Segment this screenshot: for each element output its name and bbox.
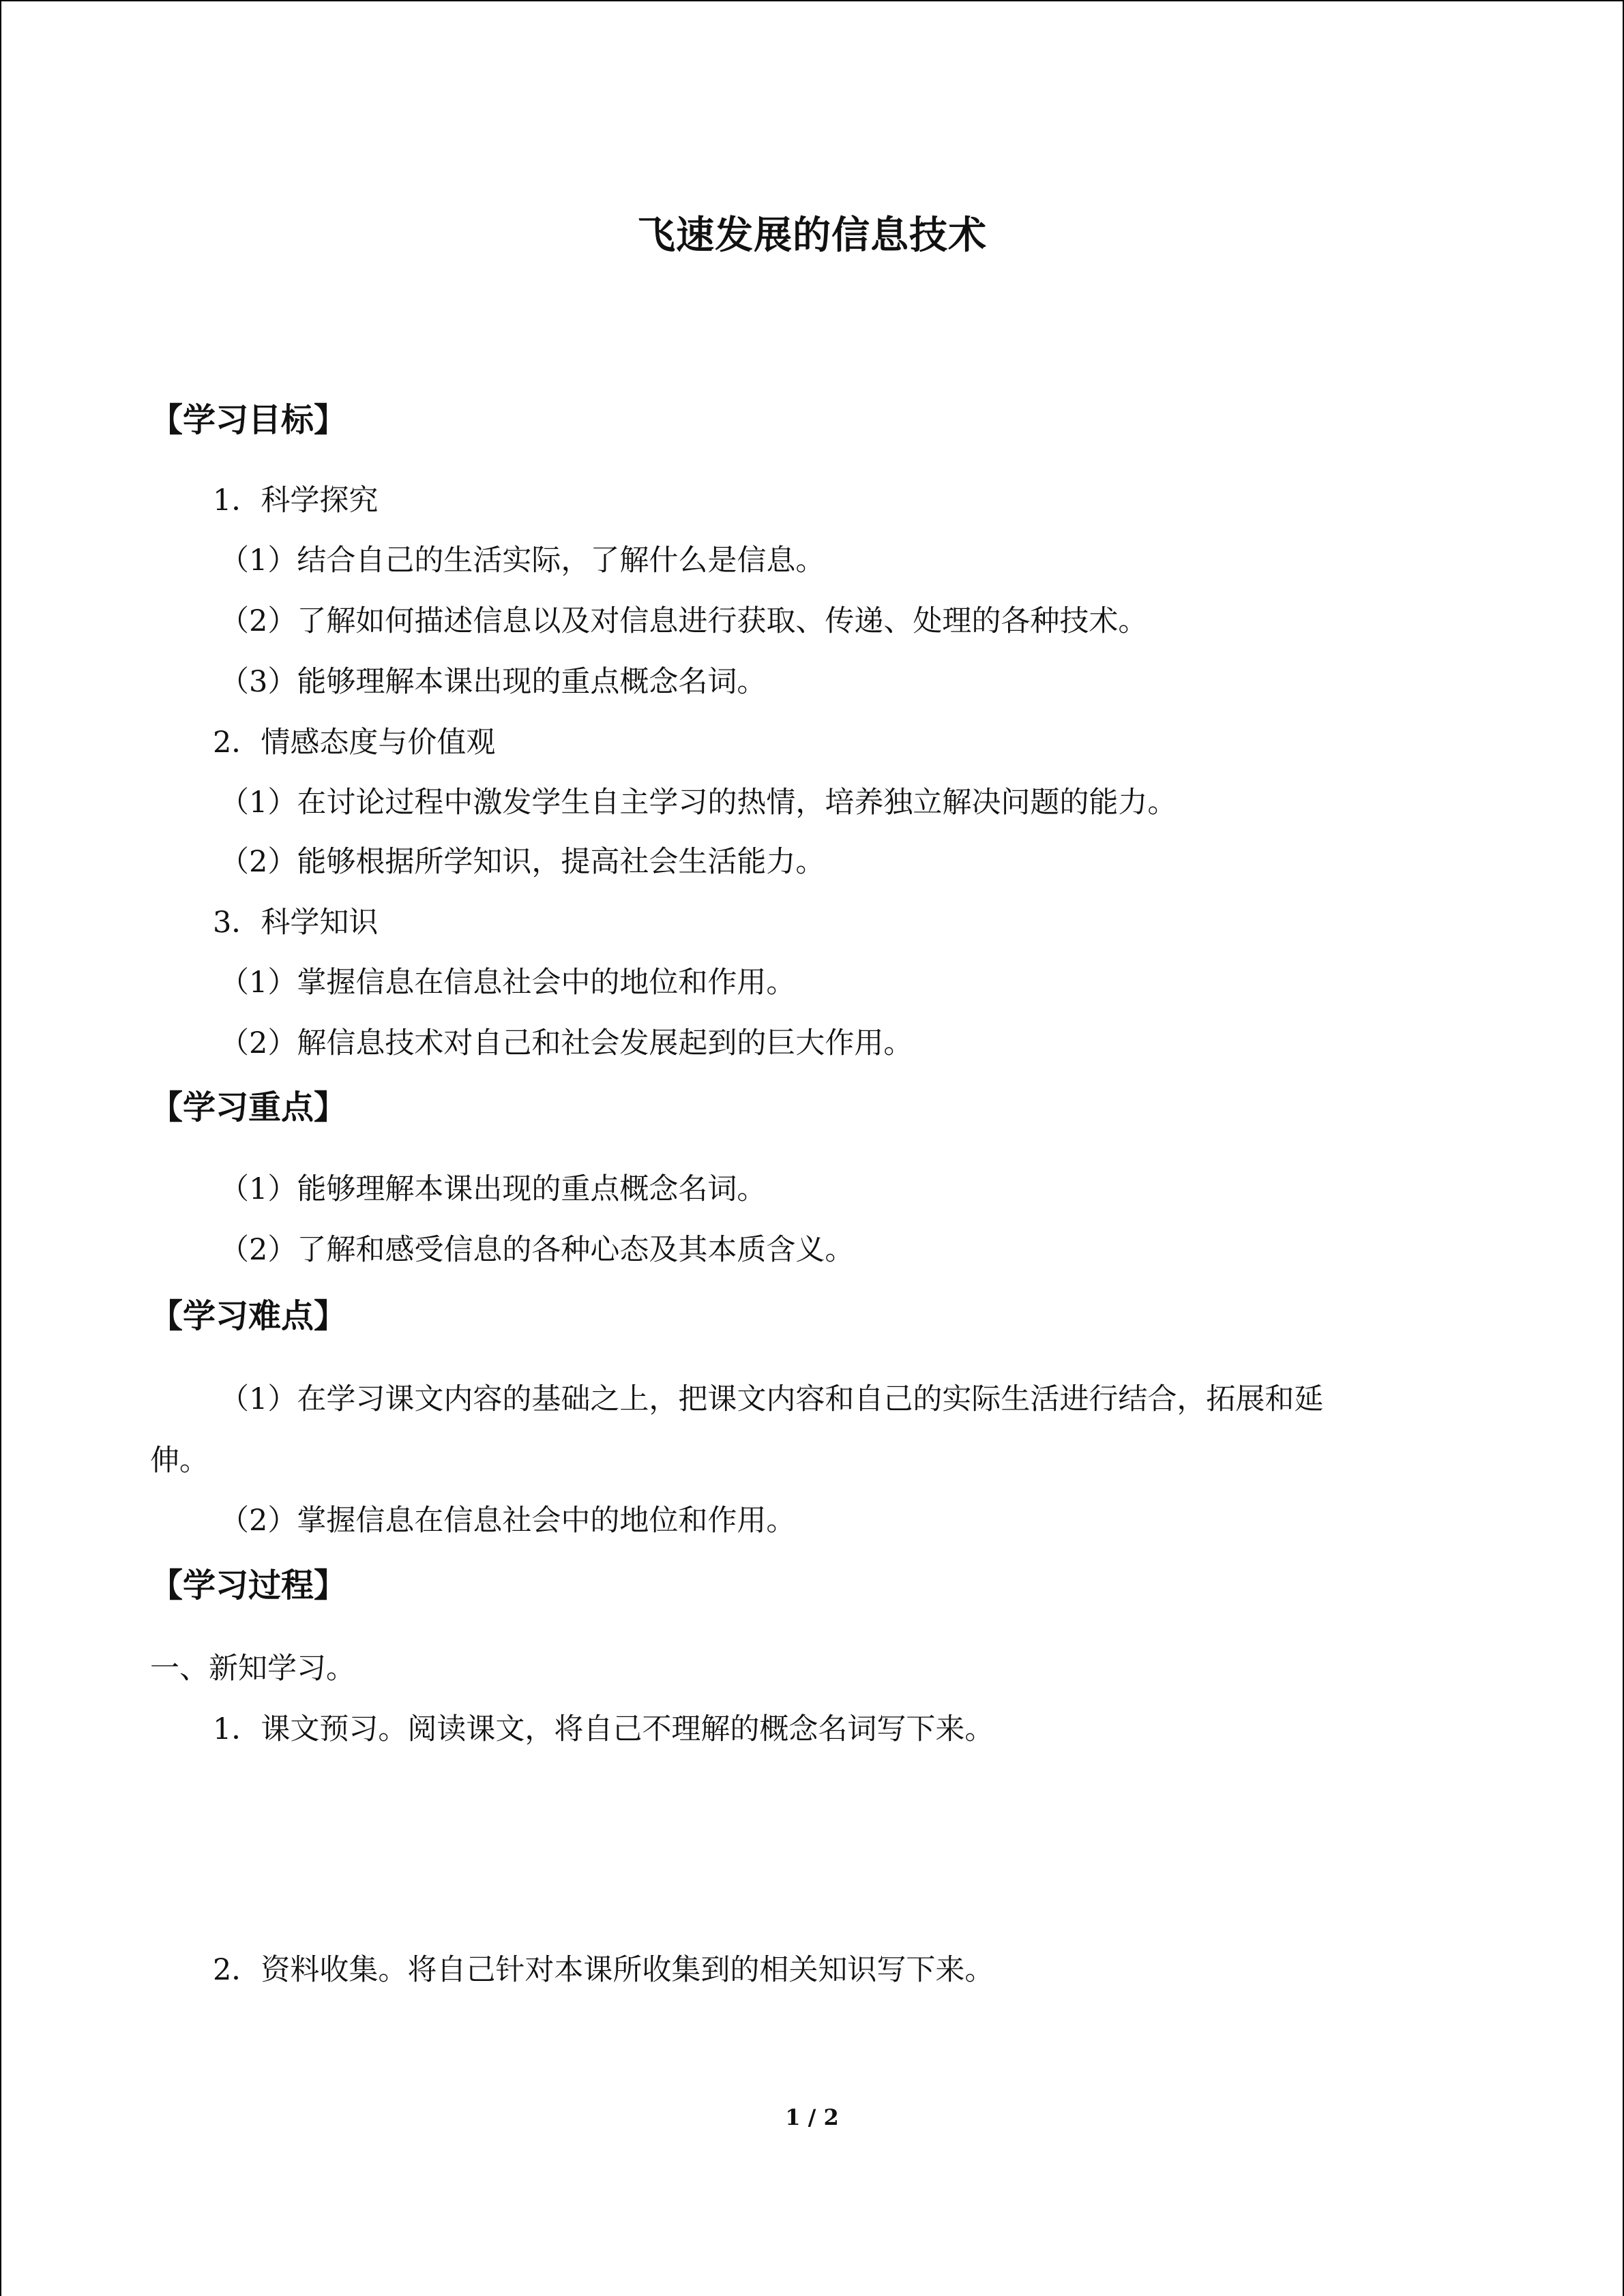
objective-item: 3．科学知识 xyxy=(213,906,379,940)
section-heading-difficulties: 【学习难点】 xyxy=(150,1297,347,1335)
objective-item: 1．科学探究 xyxy=(213,483,379,518)
difficulty-item: （1）在学习课文内容的基础之上，把课文内容和自己的实际生活进行结合，拓展和延 xyxy=(220,1382,1324,1416)
objective-item: （2）了解如何描述信息以及对信息进行获取、传递、处理的各种技术。 xyxy=(220,604,1148,638)
objective-item: （1）结合自己的生活实际，了解什么是信息。 xyxy=(220,543,825,578)
objective-item: （1）在讨论过程中激发学生自主学习的热情，培养独立解决问题的能力。 xyxy=(220,786,1177,820)
objective-item: （1）掌握信息在信息社会中的地位和作用。 xyxy=(220,966,796,1000)
objective-item: （2）解信息技术对自己和社会发展起到的巨大作用。 xyxy=(220,1026,913,1060)
section-heading-process: 【学习过程】 xyxy=(150,1566,347,1605)
objective-item: 2．情感态度与价值观 xyxy=(213,726,496,760)
process-item: 1．课文预习。阅读课文，将自己不理解的概念名词写下来。 xyxy=(213,1712,994,1746)
page-number: 1 / 2 xyxy=(785,2104,839,2130)
section-heading-key-points: 【学习重点】 xyxy=(150,1088,347,1127)
difficulty-item-continuation: 伸。 xyxy=(150,1444,209,1478)
page-title: 飞速发展的信息技术 xyxy=(637,213,987,258)
section-heading-objectives: 【学习目标】 xyxy=(150,401,347,439)
difficulty-item: （2）掌握信息在信息社会中的地位和作用。 xyxy=(220,1504,796,1538)
objective-item: （3）能够理解本课出现的重点概念名词。 xyxy=(220,665,767,699)
objective-item: （2）能够根据所学知识，提高社会生活能力。 xyxy=(220,845,825,879)
key-point-item: （1）能够理解本课出现的重点概念名词。 xyxy=(220,1172,767,1206)
process-item: 一、新知学习。 xyxy=(150,1652,355,1686)
page-border-top xyxy=(0,0,1624,1)
key-point-item: （2）了解和感受信息的各种心态及其本质含义。 xyxy=(220,1233,855,1267)
page-border-left xyxy=(0,0,1,2296)
process-item: 2．资料收集。将自己针对本课所收集到的相关知识写下来。 xyxy=(213,1953,994,1987)
